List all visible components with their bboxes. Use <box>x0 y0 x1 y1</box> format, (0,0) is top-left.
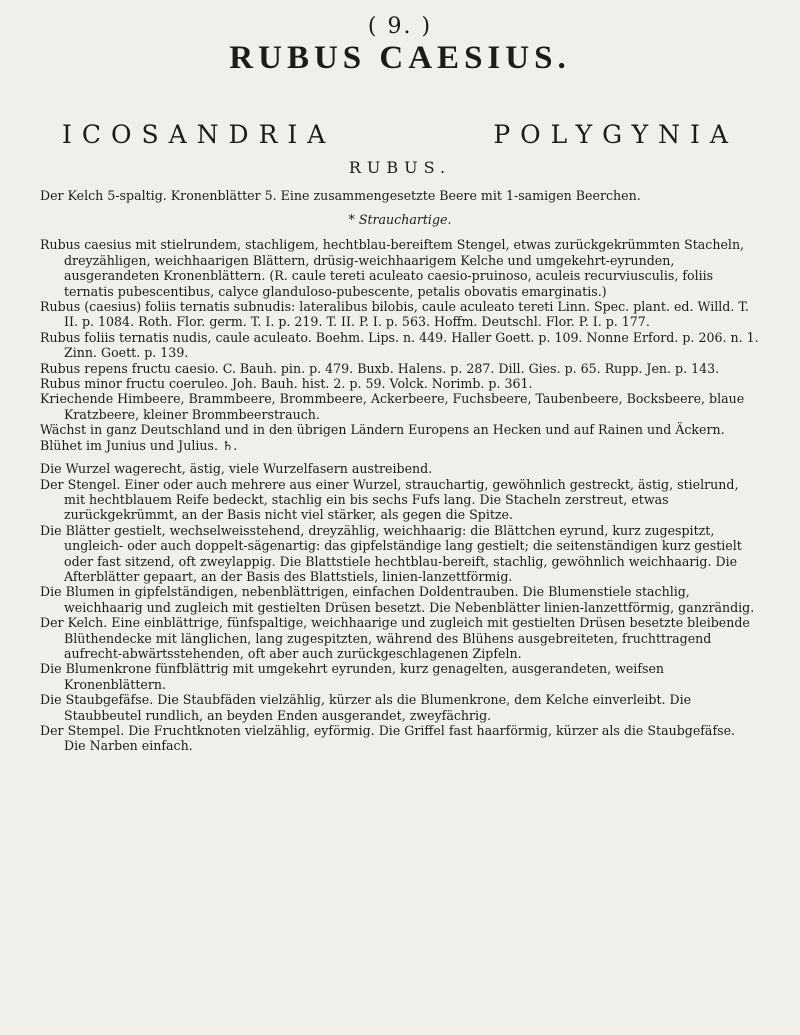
linnaean-class: ICOSANDRIA <box>62 120 336 149</box>
description-flowers: Die Blumen in gipfelständigen, nebenblättrigen, einfachen Doldentrauben. Die Blumenstiele stachlig, weichhaarig und zugleich mit gestielten Drüsen besetzt. Die Nebenblätter linien-lanzettförmig, ganzrändig. <box>40 584 755 615</box>
synonymy-entry: Rubus minor fructu coeruleo. Joh. Bauh. hist. 2. p. 59. Volck. Norimb. p. 361. <box>40 376 533 392</box>
page-number: ( 9. ) <box>367 14 433 39</box>
description-pistil: Der Stempel. Die Fruchtknoten vielzählig, eyförmig. Die Griffel fast haarförmig, kürzer als die Staubgefäfse. Die Narben einfach. <box>40 723 736 754</box>
synonymy-entry: Rubus caesius mit stielrundem, stachligem, hechtblau-bereiftem Stengel, etwas zurückgekrümmten Stacheln, dreyzähligen, weichhaarigen Blättern, drüsig-weichhaarigem Kelche und umgekehrt-eyrunden, ausgerandeten Kronenblättern. (R. caule tereti aculeato caesio-pruinoso, aculeis recurviusculis, foliis ternatis pubescentibus, calyce glanduloso-pubescente, petalis obovatis emarginatis.) <box>40 237 745 299</box>
subgroup-heading: * Strauchartige. <box>348 212 452 228</box>
description-block <box>40 461 760 754</box>
synonymy-entry: Rubus repens fructu caesio. C. Bauh. pin. p. 479. Buxb. Halens. p. 287. Dill. Gies. p. 65. Rupp. Jen. p. 143. <box>40 360 720 376</box>
page-title: RUBUS CAESIUS. <box>229 40 571 76</box>
linnaean-order: POLYGYNIA <box>493 120 738 149</box>
description-stem: Der Stengel. Einer oder auch mehrere aus einer Wurzel, strauchartig, gewöhnlich gestreckt, ästig, stielrund, mit hechtblauem Reife bedeckt, stachlig ein bis sechs Fufs lang. Die Stacheln zerstreut, etwas zurückgekrümmt, an der Basis nicht viel stärker, als gegen die Spitze. <box>40 476 739 523</box>
description-calyx: Der Kelch. Eine einblättrige, fünfspaltige, weichhaarige und zugleich mit gestielten Drüsen besetzte bleibende Blüthendecke mit länglichen, lang zugespitzten, während des Blühens ausgebreiteten, fruchttragend aufrecht-abwärtsstehenden, oft aber auch zurückgeschlagenen Zipfeln. <box>40 615 750 661</box>
generic-character: Der Kelch 5-spaltig. Kronenblätter 5. Eine zusammengesetzte Beere mit 1-samigen Beerchen. <box>40 188 641 203</box>
description-leaves: Die Blätter gestielt, wechselweisstehend, dreyzählig, weichhaarig: die Blättchen eyrund, kurz zugespitzt, ungleich- oder auch doppelt-sägenartig: das gipfelständige lang gestielt; die seitenständigen kurz gestielt oder fast sitzend, oft zweylappig. Die Blattstiele hechtblau-bereift, stachlig, gewöhnlich weichhaarig. Die Afterblätter gepaart, an der Basis des Blattstiels, linien-lanzettförmig. <box>40 522 742 584</box>
description-stamens: Die Staubgefäfse. Die Staubfäden vielzählig, kürzer als die Blumenkrone, dem Kelche einverleibt. Die Staubbeutel rundlich, an beyden Enden ausgerandet, zweyfächrig. <box>40 692 692 723</box>
habitat: Wächst in ganz Deutschland und in den übrigen Ländern Europens an Hecken und auf Rainen und Äckern. <box>40 422 725 438</box>
synonymy-entry: Rubus foliis ternatis nudis, caule aculeato. Boehm. Lips. n. 449. Haller Goett. p. 109. Nonne Erford. p. 206. n. 1. Zinn. Goett. p. 139. <box>40 329 759 361</box>
synonymy-block <box>40 237 760 453</box>
classification-line <box>62 120 738 152</box>
description-corolla: Die Blumenkrone fünfblättrig mit umgekehrt eyrunden, kurz genagelten, ausgerandeten, weifsen Kronenblättern. <box>40 661 665 692</box>
common-names: Kriechende Himbeere, Brammbeere, Brommbeere, Ackerbeere, Fuchsbeere, Taubenbeere, Bocksbeere, blaue Kratzbeere, kleiner Brommbeerstrauch. <box>40 391 745 422</box>
genus-heading: RUBUS. <box>348 158 452 177</box>
flowering-time: Blühet im Junius und Julius. ♄. <box>40 437 238 453</box>
synonymy-entry: Rubus (caesius) foliis ternatis subnudis: lateralibus bilobis, caule aculeato tereti Linn. Spec. plant. ed. Willd. T. II. p. 1084. Roth. Flor. germ. T. I. p. 219. T. II. P. I. p. 563. Hoffm. Deutschl. Flor. P. I. p. 177. <box>40 299 749 330</box>
description-root: Die Wurzel wagerecht, ästig, viele Wurzelfasern austreibend. <box>40 461 433 477</box>
